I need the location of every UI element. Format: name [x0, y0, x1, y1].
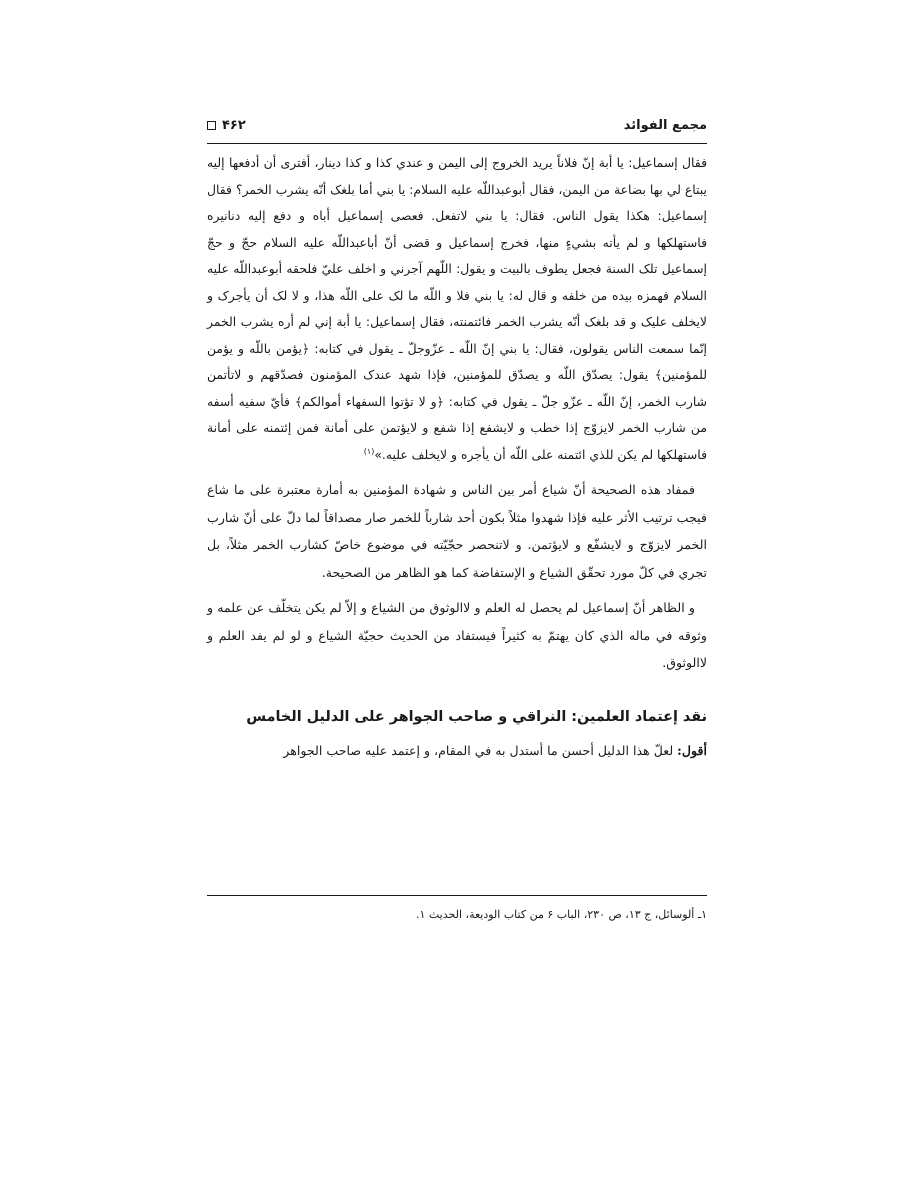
- square-ornament-icon: [207, 121, 216, 130]
- section-heading: نقد إعتماد العلمين: النراقي و صاحب الجواهر على الدليل الخامس: [246, 708, 707, 725]
- paragraph-1: فمفاد هذه الصحيحة أنّ شياع أمر بين الناس و شهادة المؤمنين به أمارة معتبرة على ما شاع فيجب ترتيب الأثر عليه فإذا شهدوا مثلاً بكون أحد شارباً للخمر صار مصداقاً لما دلّ على أنّ شارب الخمر لايزوّج و لايشفّع و لايؤتمن. و لاتنحصر حجّيّته في موضوع خاصّ كشارب الخمر مثلاً، بل تجري في كلّ مورد تحقّق الشياع و الإستفاضة كما هو الظاهر من الصحيحة.: [207, 482, 707, 580]
- hadith-quote: [207, 150, 707, 468]
- footnote-reference: (۱): [363, 446, 375, 456]
- hadith-quote-text: فقال إسماعيل: يا أبة إنّ فلاناً يريد الخروج إلى اليمن و عندي كذا و كذا دينار، أفترى أن أدفعها إليه يبتاع لي بها بضاعة من اليمن، فقال أبوعبداللّه عليه السلام: يا بني أما بلغک أنّه يشرب الخمر؟ فقال إسماعيل: هكذا يقول الناس. فقال: يا بني لاتفعل. فعصى إسماعيل أباه و دفع إليه دنانيره فاستهلكها و لم يأته بشيءٍ منها، فخرج إسماعيل و قضى أنّ أباعبداللّه عليه السلام حجّ و حجّ إسماعيل تلک السنة فجعل يطوف بالبيت و يقول: اللّهم آجرني و اخلف عليّ فلحقه أبوعبداللّه عليه السلام فهمزه بيده من خلفه و قال له: يا بني فلا و اللّه ما لک على اللّه هذا، و لا لک أن يأجرک و لايخلف عليک و قد بلغک أنّه يشرب الخمر فائتمنته، فقال إسماعيل: يا أبة إني لم أره يشرب الخمر إنّما سمعت الناس يقولون، فقال: يا بني إنّ اللّه ـ عزّوجلّ ـ يقول في كتابه: ﴿يؤمن باللّه و يؤمن للمؤمنين﴾ يقول: يصدّق اللّه و يصدّق للمؤمنين، فإذا شهد عندک المؤمنون فصدّقهم و لاتأتمن شارب الخمر، إنّ اللّه ـ عزّو جلّ ـ يقول في كتابه: ﴿و لا تؤتوا السفهاء أموالكم﴾ فأيّ سفيه أسفه من شارب الخمر لايزوّج إذا خطب و لايشفع إذا شفع و لايؤتمن على أمانة فمن إئتمنه على أمانة فاستهلكها لم يكن للذي ائتمنه على اللّه أن يأجره و لايخلف عليه.»: [207, 155, 707, 462]
- page-number: ۴۶۲: [222, 117, 246, 133]
- main-text: [207, 150, 707, 764]
- book-title: مجمع الفوائد: [623, 117, 707, 133]
- footnote: ۱ـ ألوسائل، ج ۱۳، ص ۲۳۰، الباب ۶ من كتاب الوديعة، الحديث ۱.: [415, 908, 707, 921]
- footnote-divider: [207, 895, 707, 896]
- paragraph-3-text: لعلّ هذا الدليل أحسن ما أستدل به في المقام، و إعتمد عليه صاحب الجواهر: [283, 742, 678, 758]
- page-number-block: [207, 118, 246, 133]
- paragraph-3: [207, 737, 707, 765]
- header-divider: [207, 143, 707, 144]
- running-header: [207, 110, 707, 140]
- paragraph-2: و الظاهر أنّ إسماعيل لم يحصل له العلم و لاالوثوق من الشياع و إلاّ لم يكن يتخلّف عن علمه و وثوقه في ماله الذي كان يهتمّ به كثيراً فيستفاد من الحديث حجيّة الشياع و لو لم يفد العلم و لاالوثوق.: [207, 600, 707, 670]
- paragraph-lead: أقول:: [677, 742, 707, 758]
- book-page: [207, 110, 707, 950]
